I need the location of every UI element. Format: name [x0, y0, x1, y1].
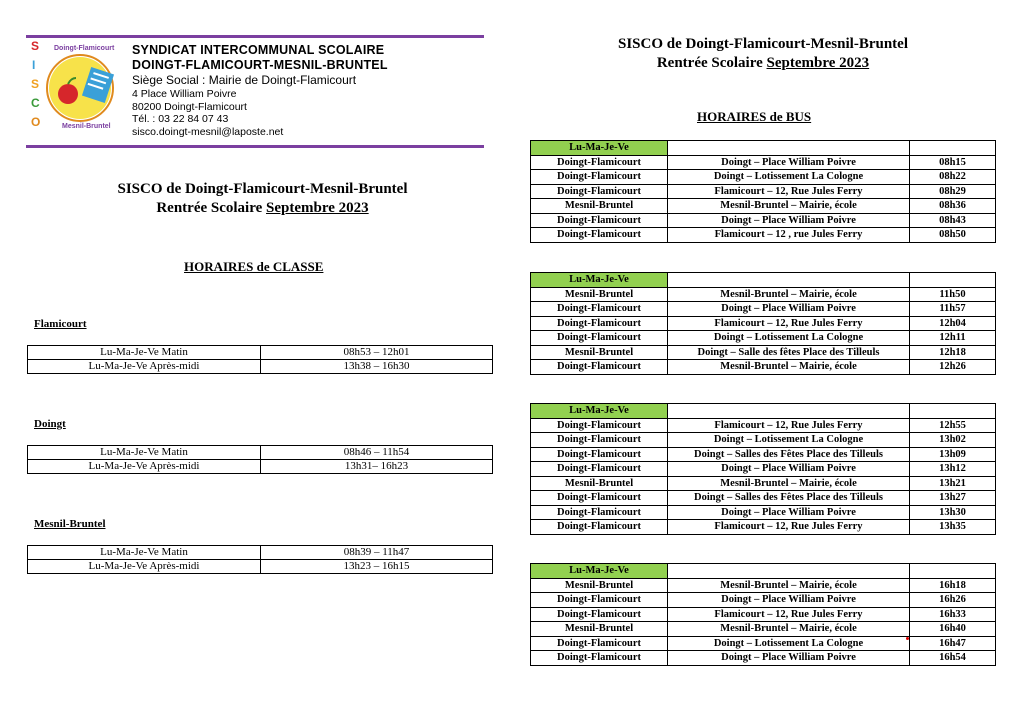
empty-cell [910, 404, 996, 419]
commune-cell: Doingt-Flamicourt [531, 316, 668, 331]
stop-cell: Doingt – Lotissement La Cologne [668, 331, 910, 346]
org-name-line1: SYNDICAT INTERCOMMUNAL SCOLAIRE [132, 43, 385, 57]
table-row [531, 476, 996, 491]
commune-cell: Doingt-Flamicourt [531, 302, 668, 317]
left-title-line1: SISCO de Doingt-Flamicourt-Mesnil-Bruntel [117, 181, 408, 197]
school-name-mesnil-bruntel: Mesnil-Bruntel [34, 518, 106, 530]
commune-cell: Doingt-Flamicourt [531, 170, 668, 185]
time-cell: 11h57 [910, 302, 996, 317]
table-row [28, 360, 493, 374]
bus-table-header [531, 564, 996, 579]
table-row [531, 593, 996, 608]
bus-table-header [531, 404, 996, 419]
table-row [531, 622, 996, 637]
commune-cell: Doingt-Flamicourt [531, 228, 668, 243]
stop-cell: Mesnil-Bruntel – Mairie, école [668, 199, 910, 214]
table-row [531, 170, 996, 185]
commune-cell: Doingt-Flamicourt [531, 636, 668, 651]
stop-cell: Doingt – Place William Poivre [668, 651, 910, 666]
table-row [531, 491, 996, 506]
time-cell: 08h36 [910, 199, 996, 214]
logo-arc-top-text: Doingt-Flamicourt [54, 45, 115, 52]
stop-cell: Doingt – Salles des Fêtes Place des Tilleuls [668, 491, 910, 506]
stop-cell: Flamicourt – 12, Rue Jules Ferry [668, 607, 910, 622]
stop-cell: Doingt – Place William Poivre [668, 505, 910, 520]
table-row [531, 651, 996, 666]
bus-table-header [531, 141, 996, 156]
right-title-line2 [530, 54, 996, 73]
commune-cell: Doingt-Flamicourt [531, 155, 668, 170]
period-label: Lu-Ma-Je-Ve Matin [28, 446, 261, 460]
commune-cell: Mesnil-Bruntel [531, 622, 668, 637]
period-label: Lu-Ma-Je-Ve Après-midi [28, 360, 261, 374]
period-time: 08h53 – 12h01 [261, 346, 493, 360]
stop-cell: Mesnil-Bruntel – Mairie, école [668, 622, 910, 637]
logo-apple-icon [58, 84, 78, 104]
table-row [531, 184, 996, 199]
period-label: Lu-Ma-Je-Ve Matin [28, 346, 261, 360]
logo-letter-s1: S [31, 39, 40, 53]
bus-table-header [531, 273, 996, 288]
org-seat: Siège Social : Mairie de Doingt-Flamicourt [132, 73, 357, 87]
commune-cell: Doingt-Flamicourt [531, 505, 668, 520]
commune-cell: Doingt-Flamicourt [531, 593, 668, 608]
header-bottom-rule [26, 145, 484, 148]
sisco-logo [28, 38, 126, 130]
time-cell: 16h40 [910, 622, 996, 637]
right-title-date: Septembre 2023 [766, 55, 870, 71]
commune-cell: Mesnil-Bruntel [531, 287, 668, 302]
time-cell: 13h09 [910, 447, 996, 462]
commune-cell: Doingt-Flamicourt [531, 651, 668, 666]
table-row [531, 302, 996, 317]
empty-cell [668, 141, 910, 156]
organization-block [132, 43, 388, 138]
day-label: Lu-Ma-Je-Ve [531, 404, 668, 419]
period-time: 13h31– 16h23 [261, 460, 493, 474]
commune-cell: Doingt-Flamicourt [531, 447, 668, 462]
org-name-line2: DOINGT-FLAMICOURT-MESNIL-BRUNTEL [132, 58, 388, 72]
table-row [531, 462, 996, 477]
time-cell: 12h18 [910, 345, 996, 360]
commune-cell: Doingt-Flamicourt [531, 462, 668, 477]
time-cell: 08h50 [910, 228, 996, 243]
table-row [531, 316, 996, 331]
org-phone: Tél. : 03 22 84 07 43 [132, 113, 229, 125]
class-hours-heading: HORAIRES de CLASSE [184, 259, 324, 274]
stop-cell: Doingt – Lotissement La Cologne [668, 170, 910, 185]
time-cell: 16h26 [910, 593, 996, 608]
stop-cell: Doingt – Place William Poivre [668, 155, 910, 170]
time-cell: 12h11 [910, 331, 996, 346]
table-row [28, 546, 493, 560]
stop-cell: Flamicourt – 12 , rue Jules Ferry [668, 228, 910, 243]
period-label: Lu-Ma-Je-Ve Après-midi [28, 460, 261, 474]
stop-cell: Mesnil-Bruntel – Mairie, école [668, 578, 910, 593]
time-cell: 13h30 [910, 505, 996, 520]
commune-cell: Doingt-Flamicourt [531, 607, 668, 622]
period-time: 13h23 – 16h15 [261, 560, 493, 574]
period-time: 08h46 – 11h54 [261, 446, 493, 460]
org-address2: 80200 Doingt-Flamicourt [132, 100, 247, 113]
stop-cell: Mesnil-Bruntel – Mairie, école [668, 287, 910, 302]
period-time: 13h38 – 16h30 [261, 360, 493, 374]
day-label: Lu-Ma-Je-Ve [531, 141, 668, 156]
stop-cell: Flamicourt – 12, Rue Jules Ferry [668, 184, 910, 199]
stop-cell: Doingt – Salle des fêtes Place des Tilleuls [668, 345, 910, 360]
day-label: Lu-Ma-Je-Ve [531, 273, 668, 288]
stop-cell: Doingt – Salles des Fêtes Place des Tilleuls [668, 447, 910, 462]
empty-cell [910, 273, 996, 288]
commune-cell: Doingt-Flamicourt [531, 520, 668, 535]
time-cell: 12h26 [910, 360, 996, 375]
time-cell: 08h29 [910, 184, 996, 199]
logo-letter-c: C [31, 96, 40, 110]
logo-letter-o: O [31, 115, 41, 129]
time-cell: 13h35 [910, 520, 996, 535]
stop-cell: Doingt – Place William Poivre [668, 593, 910, 608]
commune-cell: Doingt-Flamicourt [531, 184, 668, 199]
period-time: 08h39 – 11h47 [261, 546, 493, 560]
time-cell: 08h43 [910, 213, 996, 228]
stop-cell: Doingt – Place William Poivre [668, 213, 910, 228]
time-cell: 16h47 [910, 636, 996, 651]
stop-cell: Doingt – Lotissement La Cologne [668, 433, 910, 448]
empty-cell [668, 273, 910, 288]
table-row [531, 636, 996, 651]
time-cell: 12h04 [910, 316, 996, 331]
time-cell: 12h55 [910, 418, 996, 433]
stray-red-mark [906, 637, 909, 640]
table-row [531, 447, 996, 462]
commune-cell: Doingt-Flamicourt [531, 213, 668, 228]
table-row [531, 433, 996, 448]
table-row [531, 520, 996, 535]
commune-cell: Doingt-Flamicourt [531, 433, 668, 448]
stop-cell: Flamicourt – 12, Rue Jules Ferry [668, 316, 910, 331]
left-title-line2 [30, 199, 495, 218]
bus-table-midday [530, 272, 996, 375]
table-row [28, 346, 493, 360]
empty-cell [668, 404, 910, 419]
stop-cell: Mesnil-Bruntel – Mairie, école [668, 360, 910, 375]
commune-cell: Doingt-Flamicourt [531, 331, 668, 346]
bus-table-morning [530, 140, 996, 243]
org-email: sisco.doingt-mesnil@laposte.net [132, 125, 284, 138]
stop-cell: Doingt – Place William Poivre [668, 462, 910, 477]
right-title-prefix: Rentrée Scolaire [656, 55, 767, 71]
time-cell: 13h27 [910, 491, 996, 506]
table-row [531, 418, 996, 433]
school-name-flamicourt: Flamicourt [34, 318, 87, 330]
time-cell: 16h33 [910, 607, 996, 622]
stop-cell: Mesnil-Bruntel – Mairie, école [668, 476, 910, 491]
table-row [531, 155, 996, 170]
left-document-title [30, 180, 495, 218]
table-row [531, 213, 996, 228]
time-cell: 13h12 [910, 462, 996, 477]
table-row [531, 287, 996, 302]
stop-cell: Flamicourt – 12, Rue Jules Ferry [668, 418, 910, 433]
day-label: Lu-Ma-Je-Ve [531, 564, 668, 579]
table-row [28, 446, 493, 460]
right-document-title [530, 35, 996, 73]
table-row [531, 345, 996, 360]
period-label: Lu-Ma-Je-Ve Après-midi [28, 560, 261, 574]
time-cell: 11h50 [910, 287, 996, 302]
table-row [531, 578, 996, 593]
table-row [28, 460, 493, 474]
logo-letter-i: I [32, 58, 36, 72]
time-cell: 13h02 [910, 433, 996, 448]
class-hours-table-doingt [27, 445, 493, 474]
commune-cell: Doingt-Flamicourt [531, 360, 668, 375]
org-address1: 4 Place William Poivre [132, 88, 237, 100]
class-hours-table-mesnil-bruntel [27, 545, 493, 574]
time-cell: 13h21 [910, 476, 996, 491]
logo-arc-bottom-text: Mesnil-Bruntel [62, 123, 111, 130]
time-cell: 16h54 [910, 651, 996, 666]
empty-cell [668, 564, 910, 579]
empty-cell [910, 564, 996, 579]
left-title-date: Septembre 2023 [266, 200, 369, 216]
time-cell: 08h22 [910, 170, 996, 185]
table-row [531, 199, 996, 214]
commune-cell: Mesnil-Bruntel [531, 476, 668, 491]
empty-cell [910, 141, 996, 156]
table-row [28, 560, 493, 574]
commune-cell: Doingt-Flamicourt [531, 491, 668, 506]
time-cell: 08h15 [910, 155, 996, 170]
table-row [531, 331, 996, 346]
commune-cell: Mesnil-Bruntel [531, 578, 668, 593]
bus-table-afternoon [530, 403, 996, 535]
table-row [531, 360, 996, 375]
commune-cell: Mesnil-Bruntel [531, 345, 668, 360]
stop-cell: Flamicourt – 12, Rue Jules Ferry [668, 520, 910, 535]
table-row [531, 228, 996, 243]
stop-cell: Doingt – Place William Poivre [668, 302, 910, 317]
bus-table-evening [530, 563, 996, 666]
period-label: Lu-Ma-Je-Ve Matin [28, 546, 261, 560]
table-row [531, 505, 996, 520]
commune-cell: Mesnil-Bruntel [531, 199, 668, 214]
school-name-doingt: Doingt [34, 418, 66, 430]
class-hours-table-flamicourt [27, 345, 493, 374]
stop-cell: Doingt – Lotissement La Cologne [668, 636, 910, 651]
logo-letter-s2: S [31, 77, 40, 91]
table-row [531, 607, 996, 622]
left-title-prefix: Rentrée Scolaire [156, 200, 267, 216]
commune-cell: Doingt-Flamicourt [531, 418, 668, 433]
bus-hours-heading: HORAIRES de BUS [697, 109, 812, 124]
time-cell: 16h18 [910, 578, 996, 593]
right-title-line1: SISCO de Doingt-Flamicourt-Mesnil-Bruntel [618, 36, 908, 52]
